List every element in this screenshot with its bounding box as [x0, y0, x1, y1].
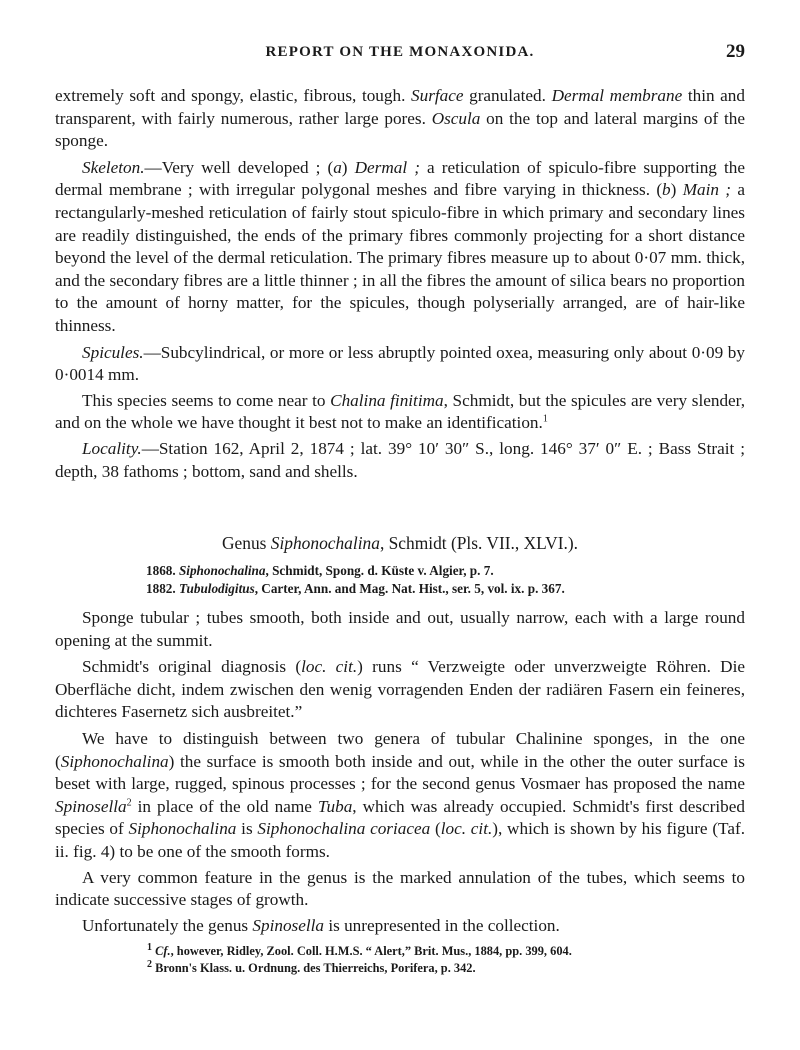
- genus-heading: Genus Siphonochalina, Schmidt (Pls. VII., XLVI.).: [221, 533, 579, 554]
- paragraph-skeleton: Skeleton.—Very well developed ; (a) Dermal ; a reticulation of spiculo-fibre supporting the dermal membrane ; with irregular polygonal meshes and fibre varying in thickness. (b) Main ; a rectangularly-meshed reticulation of fairly stout spiculo-fibre in which primary and secondary lines are readily distinguished, the ends of the primary fibres commonly projecting for a short distance beyond the level of the dermal reticulation. The primary fibres measure up to about 0·07 mm. thick, and the secondary fibres are a little thinner ; in all the fibres the amount of silica bears no proportion to the amount of horny matter, for the spicules, though polyserially arranged, are of hair-like thinness.: [55, 157, 745, 335]
- term-surface: Surface: [411, 86, 464, 105]
- synonymy-entry: 1882. Tubulodigitus, Carter, Ann. and Mag. Nat. Hist., ser. 5, vol. ix. p. 367.: [146, 581, 565, 597]
- term-main: Main ;: [682, 180, 732, 200]
- page-number: 29: [726, 41, 745, 62]
- paragraph-locality: Locality.—Station 162, April 2, 1874 ; lat. 39° 10′ 30″ S., long. 146° 37′ 0″ E. ; Bass Strait ; depth, 38 fathoms ; bottom, sand and shells.: [55, 438, 745, 481]
- paragraph-diagnosis: Schmidt's original diagnosis (loc. cit.) runs “ Verzweigte oder unverzweigte Röhren. Die Oberfläche dicht, indem zwischen den wenig vorragenden Enden der radiären Fasern ein feineres, dichteres Fasernetz sich ausbreitet.”: [55, 657, 745, 722]
- species-siphonochalina-coriacea: Siphonochalina coriacea: [257, 819, 431, 839]
- page-body: [55, 85, 745, 977]
- paragraph-species-note: This species seems to come near to Chalina finitima, Schmidt, but the spicules are very slender, and on the whole we have thought it best not to make an identification.$^1$: [55, 390, 745, 433]
- paragraph-spicules: Spicules.—Subcylindrical, or more or less abruptly pointed oxea, measuring only about 0·09 by 0·0014 mm.: [55, 342, 745, 385]
- running-header: [55, 41, 745, 68]
- species-chalina-finitima: Chalina finitima: [330, 390, 444, 410]
- synonymy-list: [55, 562, 745, 598]
- heading-spicules: Spicules.: [82, 342, 144, 362]
- paragraph-unrepresented: Unfortunately the genus Spinosella is unrepresented in the collection.: [82, 915, 560, 935]
- footnote-2: $^2$ Bronn's Klass. u. Ordnung. des Thierreichs, Porifera, p. 342.: [147, 959, 476, 976]
- term-oscula: Oscula: [431, 108, 481, 128]
- heading-locality: Locality.: [82, 438, 142, 458]
- term-dermal-membrane: Dermal membrane: [551, 86, 683, 105]
- term-dermal: Dermal ;: [354, 157, 420, 177]
- paragraph-tubular: Sponge tubular ; tubes smooth, both inside and out, usually narrow, each with a large round opening at the summit.: [55, 608, 745, 650]
- footnotes: [55, 943, 745, 977]
- footnote-ref-1: 1: [542, 413, 548, 425]
- synonymy-entry: 1868. Siphonochalina, Schmidt, Spong. d. Küste v. Algier, p. 7.: [146, 563, 494, 579]
- genus-spinosella: Spinosella: [55, 796, 127, 816]
- footnote-1: $^1$ Cf., however, Ridley, Zool. Coll. H.M.S. “ Alert,” Brit. Mus., 1884, pp. 399, 604.: [147, 942, 572, 959]
- genus-name: Siphonochalina: [270, 533, 380, 554]
- heading-skeleton: Skeleton.: [82, 157, 145, 177]
- paragraph-annulation: A very common feature in the genus is the marked annulation of the tubes, which seems to indicate successive stages of growth.: [55, 867, 745, 910]
- running-title: REPORT ON THE MONAXONIDA.: [265, 44, 535, 60]
- footnote-ref-2: 2: [126, 797, 132, 809]
- paragraph-distinguish: We have to distinguish between two genera of tubular Chalinine sponges, in the one (Siphonochalina) the surface is smooth both inside and out, while in the other the outer surface is beset with large, rugged, spinous processes ; for the second genus Vosmaer has proposed the name Spinosella$^2$ in place of the old name Tuba, which was already occupied. Schmidt's first described species of Siphonochalina is Siphonochalina coriacea (loc. cit.), which is shown by his figure (Taf. ii. fig. 4) to be one of the smooth forms.: [55, 729, 745, 862]
- paragraph-description-end: extremely soft and spongy, elastic, fibrous, tough. Surface granulated. Dermal membrane thin and transparent, with fairly numerous, rather large pores. Oscula on the top and lateral margins of the sponge.: [55, 86, 745, 151]
